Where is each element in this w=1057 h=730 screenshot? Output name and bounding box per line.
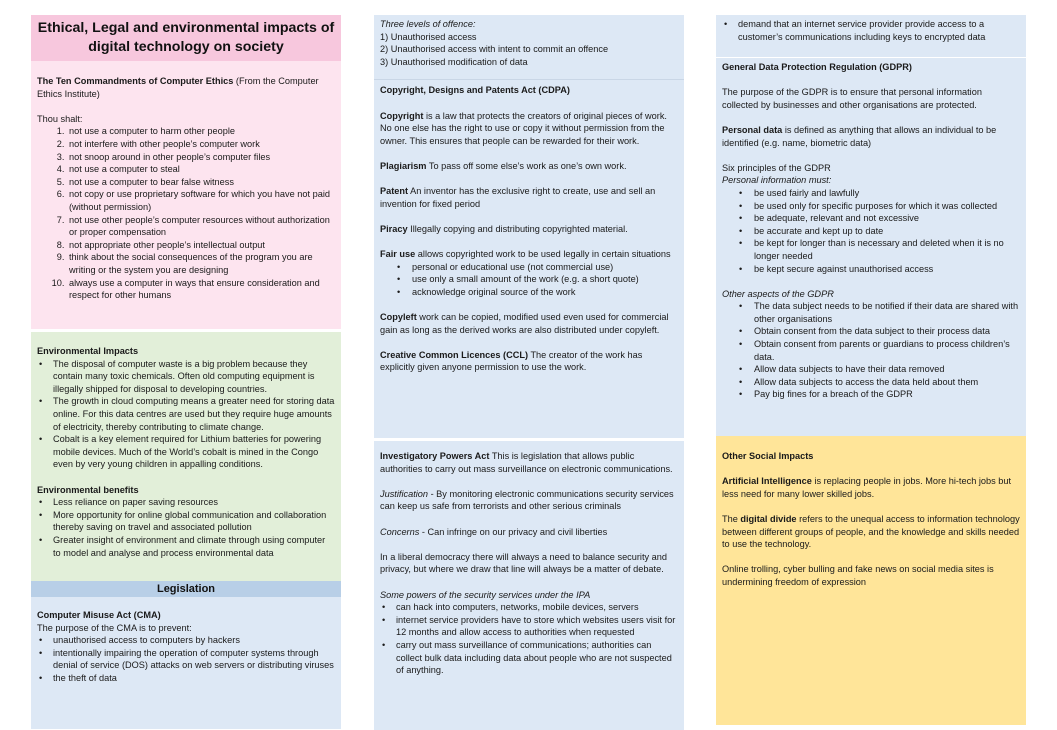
environment-heading: Environmental Impacts <box>37 346 139 356</box>
list-item: • Pay big fines for a breach of the GDPR <box>722 388 1020 401</box>
list-item: 2. not interfere with other people’s computer work <box>67 138 335 151</box>
piracy-text: Piracy Illegally copying and distributing copyrighted material. <box>380 223 628 234</box>
list-item: • be used fairly and lawfully <box>722 187 1020 200</box>
commandments-intro: Thou shalt: <box>37 113 83 124</box>
list-item: • More opportunity for online global communication and collaboration thereby saving on travel and associated pollution <box>37 509 335 534</box>
cma-list <box>37 634 335 684</box>
personal-data-text: Personal data is defined as anything that allows an individual to be identified (e.g. name, biometric data) <box>722 124 997 148</box>
ipa-continued-panel <box>716 15 1026 57</box>
commandments-heading: The Ten Commandments of Computer Ethics (From the Computer Ethics Institute) <box>37 76 319 99</box>
concerns-text: Concerns - Can infringe on our privacy and civil liberties <box>380 526 608 537</box>
copyleft-text: Copyleft work can be copied, modified used even used for commercial gain as long as the derived works are also distributed under copyleft. <box>380 312 669 335</box>
powers-heading: Some powers of the security services under the IPA <box>380 589 591 600</box>
list-item: • Obtain consent from the data subject to their process data <box>722 325 1020 338</box>
principles-intro: Personal information must: <box>722 175 832 186</box>
list-item: 6. not copy or use proprietary software for which you have not paid (without permission) <box>67 188 335 213</box>
powers-list <box>380 601 678 677</box>
offence-item: 2) Unauthorised access with intent to commit an offence <box>380 44 609 55</box>
gdpr-panel <box>716 58 1026 436</box>
copyright-text: Copyright is a law that protects the creators of original pieces of work. No one else has the right to use or copy it without permission from the owner. This ensures that people can be rewarded for their work. <box>380 110 667 146</box>
justification-text: Justification - By monitoring electronic communications security services can keep us safe from terrorists and other serious criminals <box>380 488 674 512</box>
list-item: 8. not appropriate other people’s intellectual output <box>67 239 335 252</box>
offence-item: 3) Unauthorised modification of data <box>380 56 528 67</box>
benefits-heading: Environmental benefits <box>37 484 139 495</box>
cma-intro: The purpose of the CMA is to prevent: <box>37 622 192 633</box>
list-item: • unauthorised access to computers by hackers <box>37 634 335 647</box>
list-item: • the theft of data <box>37 672 335 685</box>
list-item: • Allow data subjects to access the data held about them <box>722 376 1020 389</box>
ipa-panel <box>374 441 684 730</box>
list-item: • Cobalt is a key element required for Lithium batteries for powering mobile devices. Much of the World’s cobalt is mined in the Congo even by very young children in appalling conditions. <box>37 433 335 471</box>
list-item: • can hack into computers, networks, mobile devices, servers <box>380 601 678 614</box>
list-item: • The disposal of computer waste is a big problem because they contain many toxic chemicals. Often old computing equipment is illegally shipped for disposal to developing countries. <box>37 358 335 396</box>
trolling-text: Online trolling, cyber bulling and fake news on social media sites is undermining freedom of expression <box>722 564 994 587</box>
plagiarism-text: Plagiarism To pass off some else’s work as one’s own work. <box>380 160 627 171</box>
gdpr-purpose: The purpose of the GDPR is to ensure that personal information collected by businesses and other organisations are protected. <box>722 87 982 110</box>
offence-panel <box>374 15 684 438</box>
other-aspects-list <box>722 300 1020 401</box>
principles-heading: Six principles of the GDPR <box>722 162 831 173</box>
list-item: • personal or educational use (not commercial use) <box>380 261 678 274</box>
list-item: • intentionally impairing the operation of computer systems through denial of service (DOS) attacks on web servers or distributing viruses <box>37 647 335 672</box>
digital-divide-text: The digital divide refers to the unequal access to information technology between different groups of people, and the knowledge and skills needed to use the technology. <box>722 513 1020 550</box>
list-item: • be accurate and kept up to date <box>722 225 1020 238</box>
legislation-heading: Legislation <box>31 581 341 597</box>
list-item: 4. not use a computer to steal <box>67 163 335 176</box>
cdpa-heading: Copyright, Designs and Patents Act (CDPA) <box>380 85 570 96</box>
list-item: 1. not use a computer to harm other people <box>67 125 335 138</box>
environment-panel <box>31 332 341 597</box>
ipa-continued-list <box>722 18 1020 43</box>
gdpr-heading: General Data Protection Regulation (GDPR) <box>722 62 912 72</box>
page-title: Ethical, Legal and environmental impacts of digital technology on society <box>31 15 341 61</box>
offence-item: 1) Unauthorised access <box>380 31 477 42</box>
list-item: • be adequate, relevant and not excessive <box>722 212 1020 225</box>
list-item: • The growth in cloud computing means a greater need for storing data online. For this data centres are used but they require huge amounts of electricity, thereby contributing to climate change. <box>37 395 335 433</box>
commandments-list <box>37 125 335 301</box>
list-item: • be used only for specific purposes for which it was collected <box>722 200 1020 213</box>
list-item: • Allow data subjects to have their data removed <box>722 363 1020 376</box>
fairuse-text: Fair use allows copyrighted work to be used legally in certain situations <box>380 249 671 260</box>
fairuse-list <box>380 261 678 299</box>
patent-text: Patent An inventor has the exclusive right to create, use and sell an invention for fixed period <box>380 186 656 209</box>
principles-list <box>722 187 1020 275</box>
divider <box>374 79 684 80</box>
legislation-panel <box>31 581 341 729</box>
ipa-text: Investigatory Powers Act This is legislation that allows public authorities to carry out mass surveillance on electronic communications. <box>380 451 673 474</box>
list-item: • be kept secure against unauthorised access <box>722 263 1020 276</box>
list-item: • The data subject needs to be notified if their data are shared with other organisations <box>722 300 1020 325</box>
list-item: 5. not use a computer to bear false witness <box>67 176 335 189</box>
list-item: • use only a small amount of the work (e.g. a short quote) <box>380 273 678 286</box>
social-panel <box>716 436 1026 725</box>
list-item: • Less reliance on paper saving resources <box>37 496 335 509</box>
democracy-text: In a liberal democracy there will always a need to balance security and privacy, but where we draw that line will always be a matter of debate. <box>380 551 668 575</box>
ccl-text: Creative Common Licences (CCL) The creator of the work has explicitly given anyone permission to use the work. <box>380 349 643 373</box>
list-item: • carry out mass surveillance of communications; authorities can collect bulk data including data about people who are not suspected of anything. <box>380 639 678 677</box>
list-item: 9. think about the social consequences of the program you are writing or the system you are designing <box>67 251 335 276</box>
list-item: 7. not use other people’s computer resources without authorization or proper compensation <box>67 214 335 239</box>
environment-list <box>37 358 335 471</box>
ethics-panel <box>31 15 341 329</box>
cma-heading: Computer Misuse Act (CMA) <box>37 610 161 620</box>
list-item: • acknowledge original source of the work <box>380 286 678 299</box>
list-item: • Obtain consent from parents or guardians to process children’s data. <box>722 338 1020 363</box>
other-aspects-heading: Other aspects of the GDPR <box>722 288 834 299</box>
offence-heading: Three levels of offence: <box>380 19 476 29</box>
ai-text: Artificial Intelligence is replacing people in jobs. More hi-tech jobs but less need for many lower skilled jobs. <box>722 476 1012 499</box>
list-item: • Greater insight of environment and climate through using computer to model and analyse and process environmental data <box>37 534 335 559</box>
list-item: 3. not snoop around in other people’s computer files <box>67 151 335 164</box>
benefits-list <box>37 496 335 559</box>
list-item: 10. always use a computer in ways that ensure consideration and respect for other humans <box>67 277 335 302</box>
list-item: • internet service providers have to store which websites users visit for 12 months and allow access to authorities when requested <box>380 614 678 639</box>
list-item: • be kept for longer than is necessary and deleted when it is no longer needed <box>722 237 1020 262</box>
social-heading: Other Social Impacts <box>722 451 814 461</box>
list-item: • demand that an internet service provider provide access to a customer’s communications including keys to encrypted data <box>722 18 1020 43</box>
